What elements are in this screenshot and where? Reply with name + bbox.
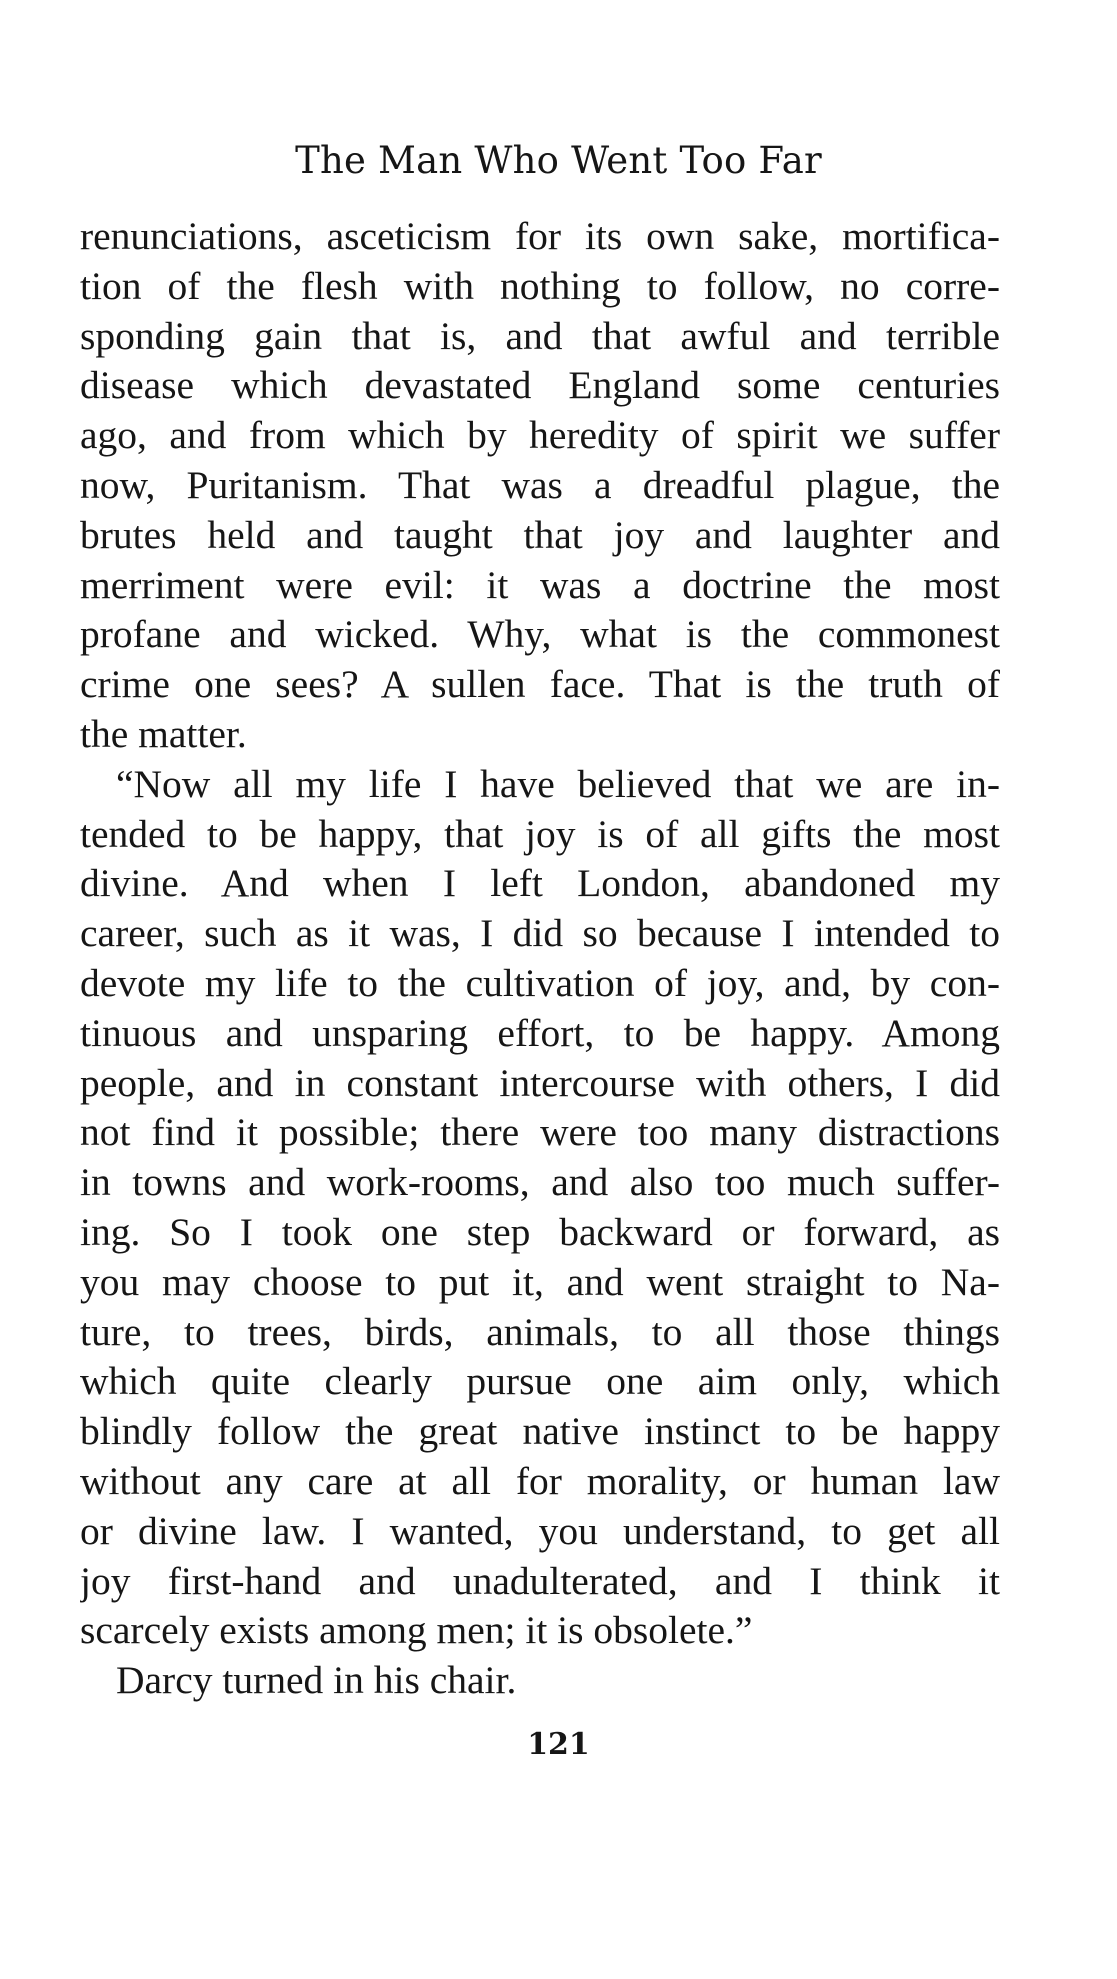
text-line: devote my life to the cultivation of joy, and, by con- — [80, 960, 1000, 1005]
text-line: blindly follow the great native instinct to be happy — [80, 1409, 1000, 1454]
text-line: renunciations, asceticism for its own sake, mortifica- — [80, 214, 1000, 258]
text-line: now, Puritanism. That was a dreadful plague, the — [80, 462, 1000, 507]
text-line: ing. So I took one step backward or forward, as — [80, 1209, 1000, 1254]
text-line: without any care at all for morality, or human law — [80, 1458, 1000, 1503]
paragraph-2 — [80, 760, 1000, 1656]
text-line: ture, to trees, birds, animals, to all those things — [80, 1309, 1000, 1354]
text-line: people, and in constant intercourse with others, I did — [80, 1060, 1000, 1105]
running-head: The Man Who Went Too Far — [295, 139, 822, 182]
page-number: 121 — [527, 1727, 590, 1762]
text-line: you may choose to put it, and went straight to Na- — [80, 1259, 1000, 1304]
paragraph-1 — [80, 212, 1000, 760]
text-line: the matter. — [80, 711, 247, 756]
text-line: in towns and work-rooms, and also too much suffer- — [80, 1160, 1000, 1205]
text-line: career, such as it was, I did so because I intended to — [80, 911, 1000, 956]
text-line: tinuous and unsparing effort, to be happy. Among — [80, 1010, 1000, 1055]
text-line: tion of the flesh with nothing to follow, no corre- — [80, 263, 1000, 308]
text-line: divine. And when I left London, abandoned my — [80, 861, 1000, 906]
text-line: disease which devastated England some centuries — [80, 363, 1000, 408]
text-line: sponding gain that is, and that awful and terrible — [80, 313, 1000, 358]
text-line: or divine law. I wanted, you understand, to get all — [80, 1508, 1000, 1553]
text-line: brutes held and taught that joy and laughter and — [80, 512, 1000, 557]
text-line: which quite clearly pursue one aim only, which — [80, 1359, 1000, 1404]
text-line: scarcely exists among men; it is obsolete.” — [80, 1608, 753, 1653]
text-line: “Now all my life I have believed that we are in- — [116, 761, 1000, 806]
text-line: merriment were evil: it was a doctrine the most — [80, 562, 1000, 607]
paragraph-3 — [80, 1656, 1000, 1706]
text-line: crime one sees? A sullen face. That is the truth of — [80, 662, 1000, 707]
text-line: joy first-hand and unadulterated, and I think it — [80, 1558, 1000, 1603]
text-line: not find it possible; there were too many distractions — [80, 1110, 1000, 1155]
body-text — [80, 212, 1000, 1706]
text-line: ago, and from which by heredity of spirit we suffer — [80, 413, 1000, 458]
text-line: profane and wicked. Why, what is the commonest — [80, 612, 1000, 657]
text-line: tended to be happy, that joy is of all gifts the most — [80, 811, 1000, 856]
text-line: Darcy turned in his chair. — [116, 1658, 517, 1703]
